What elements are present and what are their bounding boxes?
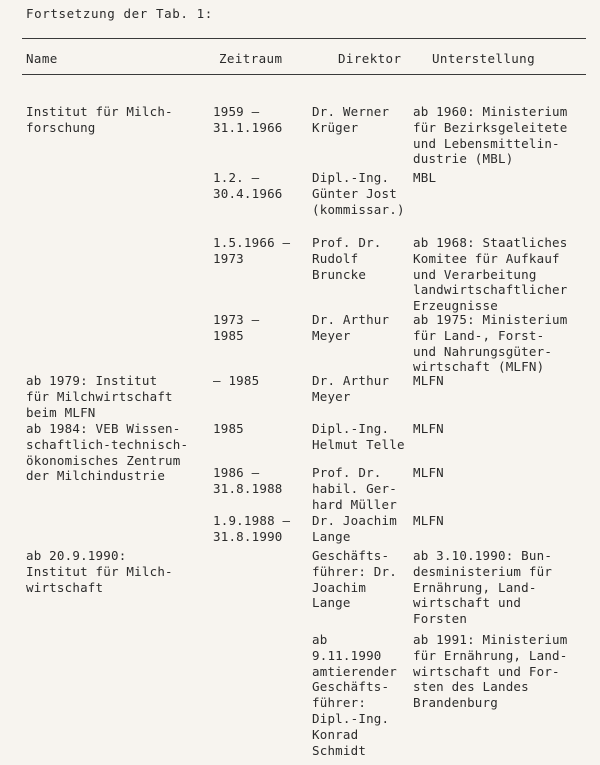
table-cell-unterstellung: ab 3.10.1990: Bun- desministerium für Ernährung, Land- wirtschaft und Forsten bbox=[413, 548, 553, 627]
table-cell-zeitraum: 1.2. – 30.4.1966 bbox=[213, 170, 283, 201]
table-cell-unterstellung: ab 1991: Ministerium für Ernährung, Land- wirtschaft und For- sten des Landes Brandenburg bbox=[413, 632, 568, 711]
table-cell-direktor: Dipl.-Ing. Helmut Telle bbox=[312, 421, 405, 452]
header-bottom-rule bbox=[22, 74, 586, 75]
table-cell-direktor: Dr. Joachim Lange bbox=[312, 513, 397, 544]
table-cell-direktor: ab 9.11.1990 amtierender Geschäfts- führer: Dipl.-Ing. Konrad Schmidt bbox=[312, 632, 397, 758]
column-header-name: Name bbox=[26, 51, 58, 66]
table-cell-zeitraum: 1985 bbox=[213, 421, 244, 436]
table-cell-unterstellung: ab 1975: Ministerium für Land-, Forst- und Nahrungsgüter- wirtschaft (MLFN) bbox=[413, 312, 568, 375]
table-cell-unterstellung: ab 1960: Ministerium für Bezirksgeleitete und Lebensmittelin- dustrie (MBL) bbox=[413, 104, 568, 167]
table-cell-unterstellung: MLFN bbox=[413, 465, 444, 480]
table-cell-direktor: Prof. Dr. habil. Ger- hard Müller bbox=[312, 465, 397, 512]
table-cell-zeitraum: 1986 – 31.8.1988 bbox=[213, 465, 283, 496]
table-cell-unterstellung: ab 1968: Staatliches Komitee für Aufkauf und Verarbeitung landwirtschaftlicher Erzeugnisse bbox=[413, 235, 568, 314]
table-cell-name: Institut für Milch- forschung bbox=[26, 104, 173, 135]
column-header-unterstellung: Unterstellung bbox=[432, 51, 536, 66]
table-cell-direktor: Dr. Werner Krüger bbox=[312, 104, 390, 135]
table-cell-name: ab 20.9.1990: Institut für Milch- wirtschaft bbox=[26, 548, 173, 595]
table-cell-direktor: Prof. Dr. Rudolf Bruncke bbox=[312, 235, 382, 282]
table-cell-zeitraum: 1973 – 1985 bbox=[213, 312, 260, 343]
table-cell-zeitraum: 1.5.1966 – 1973 bbox=[213, 235, 291, 266]
table-cell-direktor: Dr. Arthur Meyer bbox=[312, 312, 390, 343]
table-cell-unterstellung: MLFN bbox=[413, 421, 444, 436]
table-cell-name: ab 1984: VEB Wissen- schaftlich-technisch- ökonomisches Zentrum der Milchindustrie bbox=[26, 421, 189, 484]
table-cell-name: ab 1979: Institut für Milchwirtschaft beim MLFN bbox=[26, 373, 173, 420]
table-cell-direktor: Dipl.-Ing. Günter Jost (kommissar.) bbox=[312, 170, 405, 217]
table-cell-direktor: Geschäfts- führer: Dr. Joachim Lange bbox=[312, 548, 397, 611]
table-cell-unterstellung: MLFN bbox=[413, 513, 444, 528]
table-cell-zeitraum: 1.9.1988 – 31.8.1990 bbox=[213, 513, 291, 544]
table-caption: Fortsetzung der Tab. 1: bbox=[26, 6, 213, 21]
table-cell-direktor: Dr. Arthur Meyer bbox=[312, 373, 390, 404]
table-cell-zeitraum: – 1985 bbox=[213, 373, 260, 388]
header-top-rule bbox=[22, 38, 586, 39]
column-header-direktor: Direktor bbox=[338, 51, 402, 66]
column-header-zeitraum: Zeitraum bbox=[219, 51, 283, 66]
table-cell-unterstellung: MBL bbox=[413, 170, 437, 185]
table-cell-zeitraum: 1959 – 31.1.1966 bbox=[213, 104, 283, 135]
table-cell-unterstellung: MLFN bbox=[413, 373, 444, 388]
